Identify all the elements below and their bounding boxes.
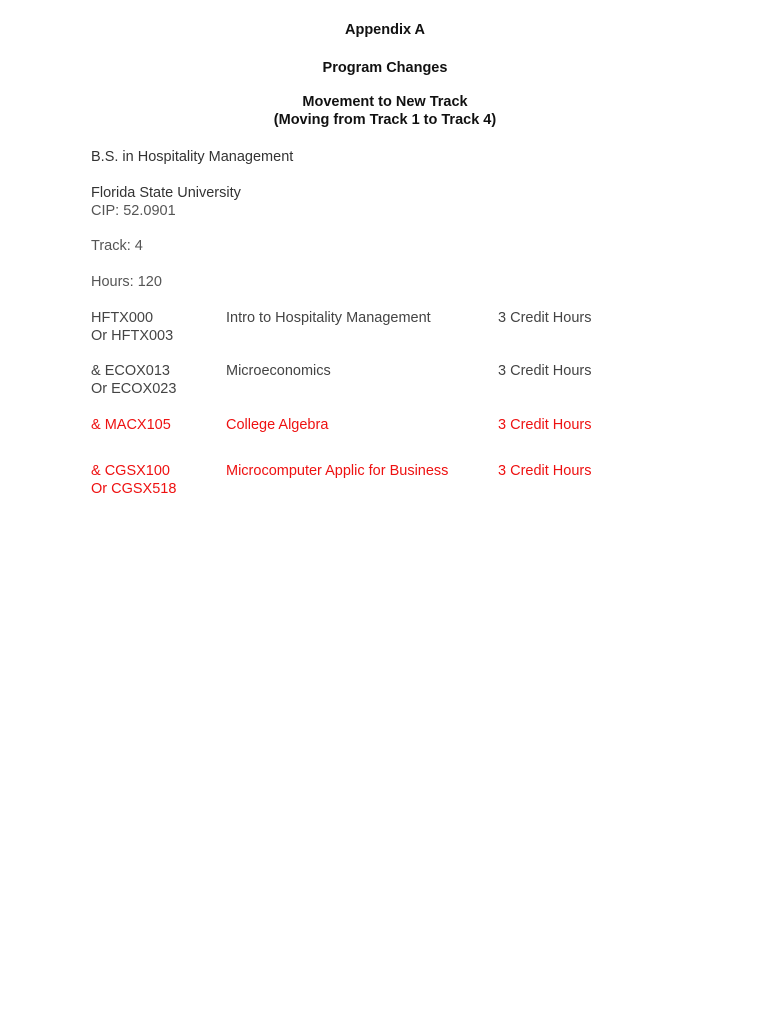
- track-number: Track: 4: [91, 238, 143, 254]
- course-code-cell: [91, 309, 221, 345]
- university-name: Florida State University: [91, 185, 241, 201]
- degree-name: B.S. in Hospitality Management: [91, 149, 294, 165]
- program-changes-heading: Program Changes: [322, 60, 448, 76]
- course-credits: 3 Credit Hours: [498, 310, 592, 326]
- course-code: HFTX000: [91, 310, 154, 326]
- course-code: & ECOX013: [91, 363, 170, 379]
- course-code-cell: [91, 462, 221, 498]
- course-credits: 3 Credit Hours: [498, 363, 592, 379]
- course-alt-code: Or HFTX003: [91, 328, 174, 344]
- course-credits: 3 Credit Hours: [498, 463, 592, 479]
- moving-from-subheading: (Moving from Track 1 to Track 4): [273, 112, 497, 128]
- course-alt-code: Or ECOX023: [91, 381, 177, 397]
- course-title: Microcomputer Applic for Business: [226, 463, 449, 479]
- course-title: Intro to Hospitality Management: [226, 310, 431, 326]
- course-code-cell: [91, 362, 221, 398]
- course-credits: 3 Credit Hours: [498, 417, 592, 433]
- cip-code: CIP: 52.0901: [91, 203, 176, 219]
- course-code: & CGSX100: [91, 463, 170, 479]
- course-title: Microeconomics: [226, 363, 331, 379]
- movement-heading: Movement to New Track: [302, 94, 468, 110]
- course-title: College Algebra: [226, 417, 329, 433]
- course-alt-code: Or CGSX518: [91, 481, 177, 497]
- total-hours: Hours: 120: [91, 274, 162, 290]
- appendix-heading: Appendix A: [344, 22, 426, 38]
- course-code: & MACX105: [91, 417, 171, 433]
- course-code-cell: [91, 416, 221, 434]
